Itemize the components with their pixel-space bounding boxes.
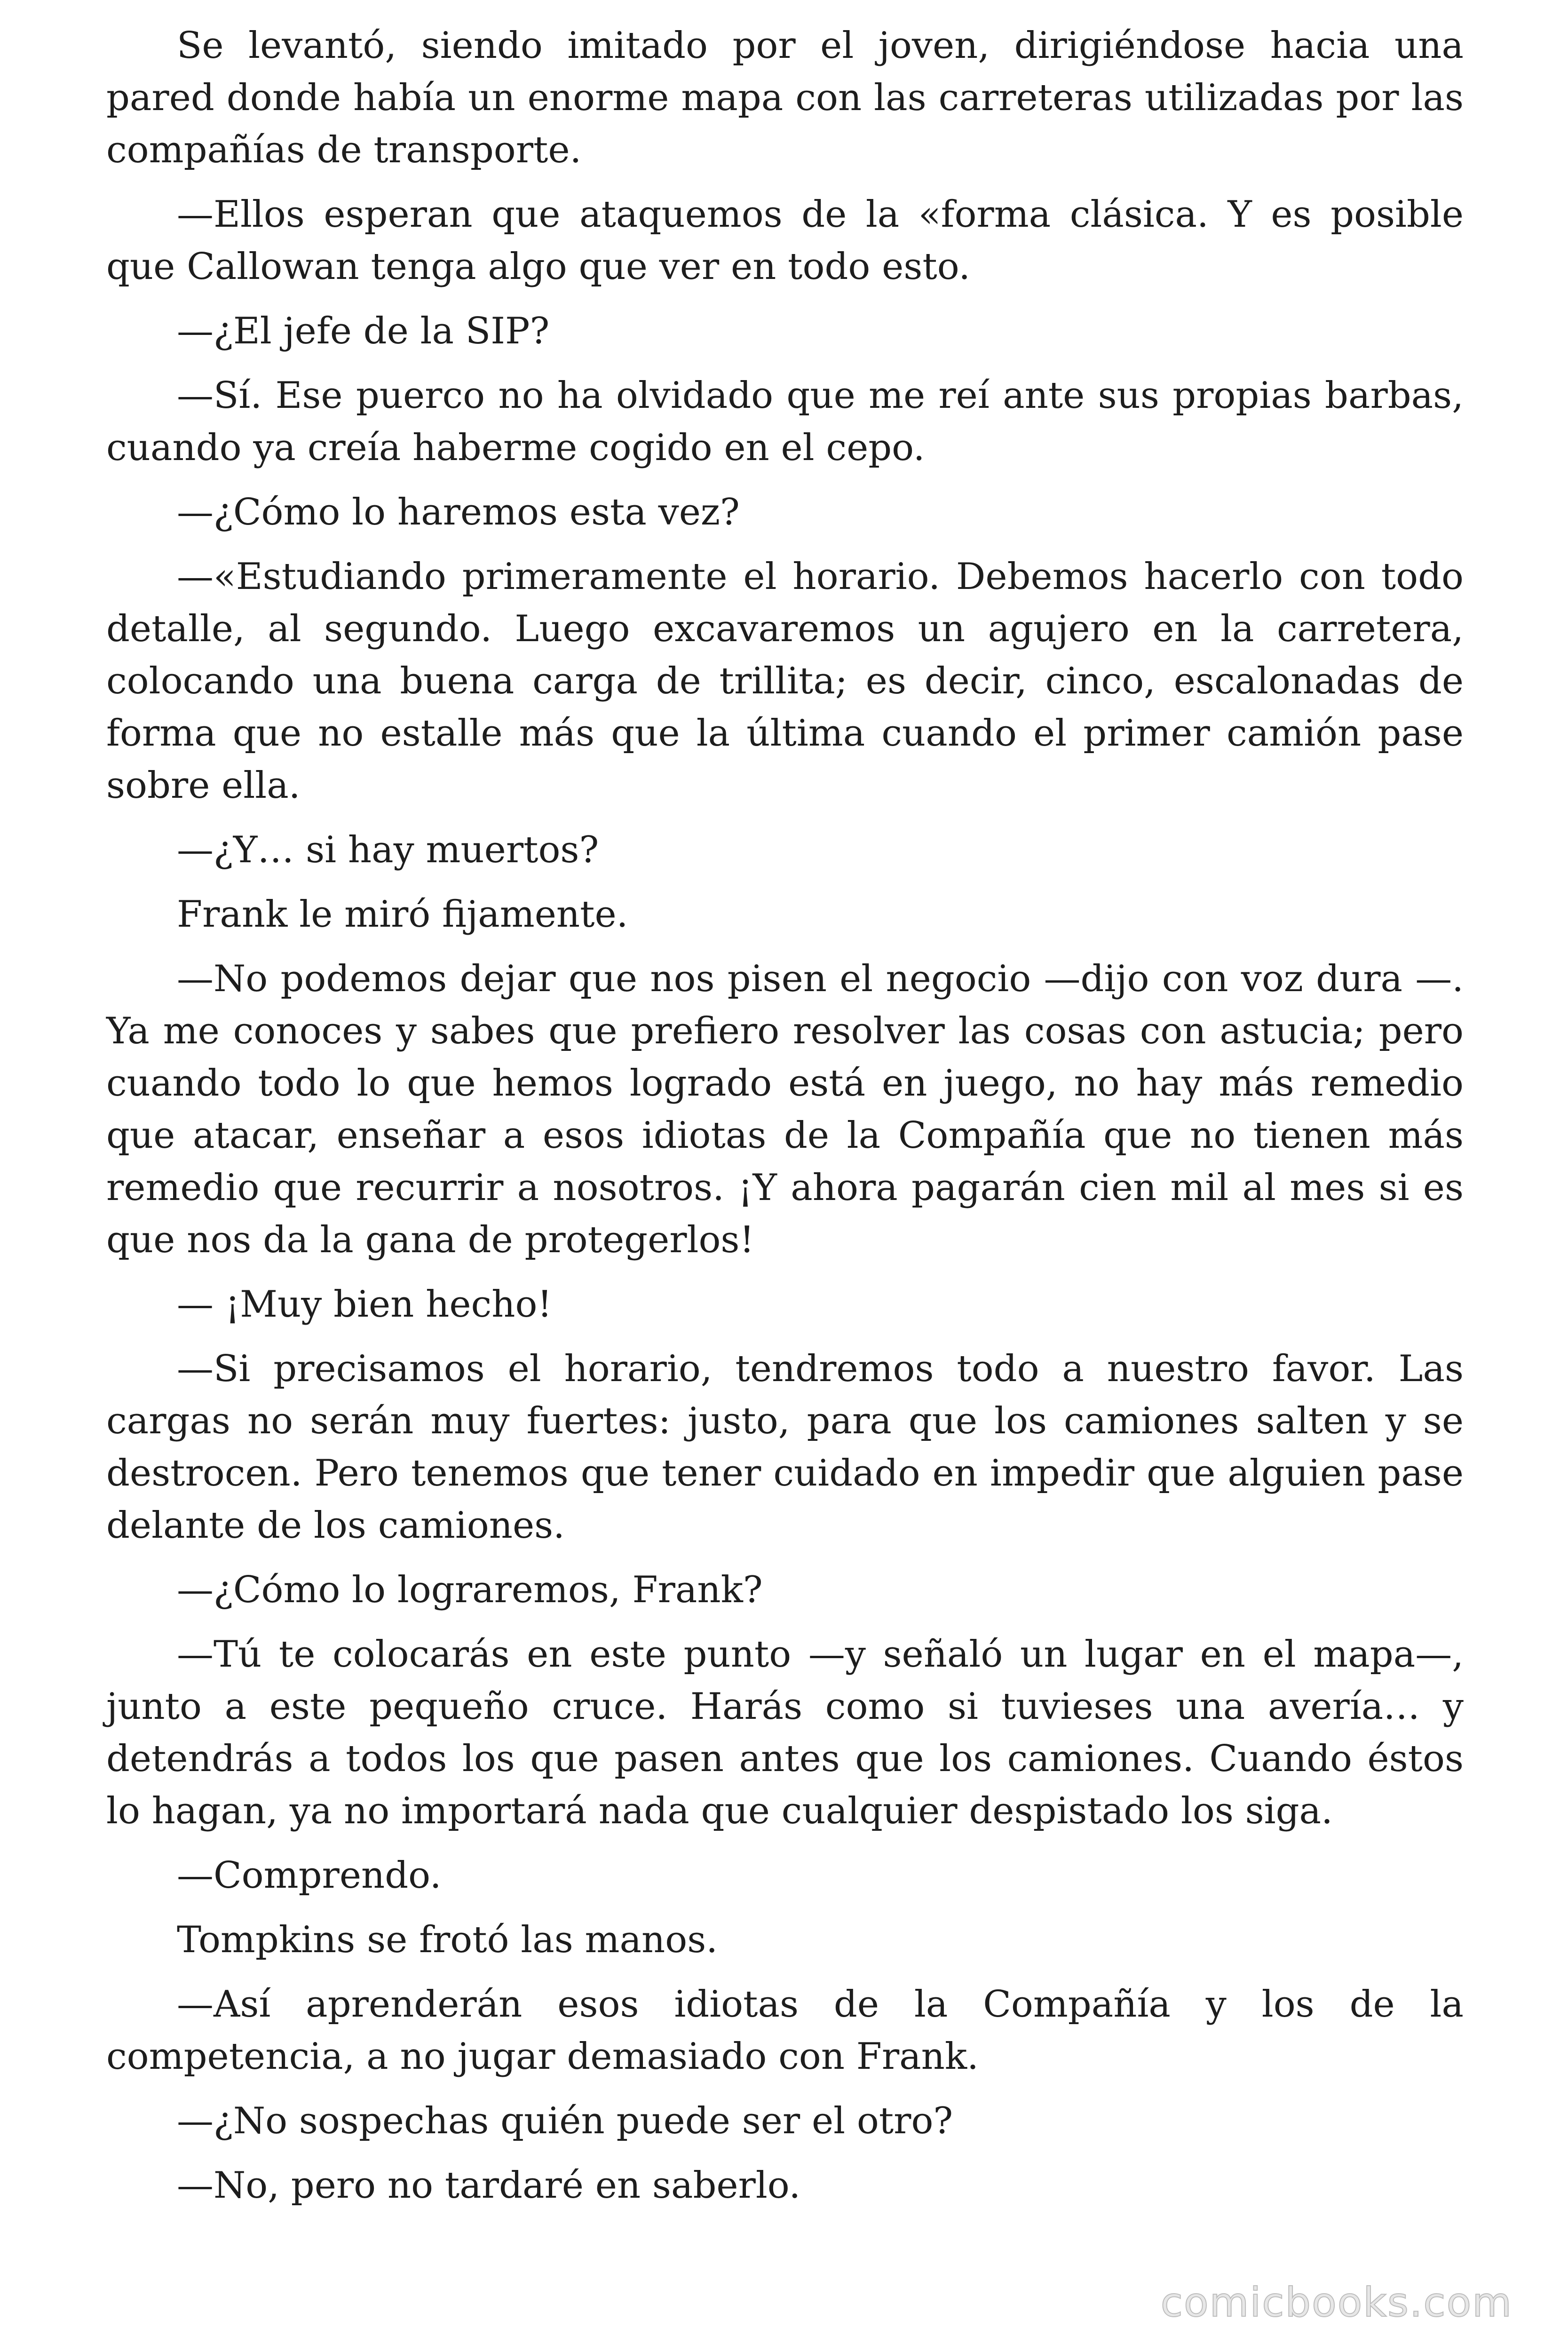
paragraph: —¿El jefe de la SIP?	[177, 310, 550, 352]
paragraph: —Comprendo.	[177, 1854, 442, 1897]
paragraph: —No, pero no tardaré en saberlo.	[177, 2164, 801, 2207]
body-text	[106, 20, 1464, 2212]
watermark: comicbooks.com	[1160, 2279, 1513, 2326]
paragraph: —¿Y… si hay muertos?	[177, 829, 599, 871]
paragraph: — ¡Muy bien hecho!	[177, 1283, 552, 1326]
paragraph: —No podemos dejar que nos pisen el negocio —dijo con voz dura —. Ya me conoces y sabes que prefiero resolver las cosas con astucia; pero cuando todo lo que hemos logrado está en juego, no hay más remedio que atacar, enseñar a esos idiotas de la Compañía que no tienen más remedio que recurrir a nosotros. ¡Y ahora pagarán cien mil al mes si es que nos da la gana de protegerlos!	[106, 958, 1464, 1261]
paragraph: —¿No sospechas quién puede ser el otro?	[177, 2100, 953, 2142]
paragraph: —Si precisamos el horario, tendremos todo a nuestro favor. Las cargas no serán muy fuertes: justo, para que los camiones salten y se destrocen. Pero tenemos que tener cuidado en impedir que alguien pase delante de los camiones.	[106, 1348, 1464, 1547]
paragraph: —Así aprenderán esos idiotas de la Compañía y los de la competencia, a no jugar demasiado con Frank.	[106, 1983, 1464, 2078]
paragraph: Frank le miró fijamente.	[177, 893, 628, 936]
paragraph: Se levantó, siendo imitado por el joven, dirigiéndose hacia una pared donde había un enorme mapa con las carreteras utilizadas por las compañías de transporte.	[106, 24, 1464, 171]
paragraph: —Tú te colocarás en este punto —y señaló un lugar en el mapa—, junto a este pequeño cruce. Harás como si tuvieses una avería… y detendrás a todos los que pasen antes que los camiones. Cuando éstos lo hagan, ya no importará nada que cualquier despistado los siga.	[106, 1633, 1464, 1832]
paragraph: —«Estudiando primeramente el horario. Debemos hacerlo con todo detalle, al segundo. Luego excavaremos un agujero en la carretera, colocando una buena carga de trillita; es decir, cinco, escalonadas de forma que no estalle más que la última cuando el primer camión pase sobre ella.	[106, 556, 1464, 807]
paragraph: —Ellos esperan que ataquemos de la «forma clásica. Y es posible que Callowan tenga algo que ver en todo esto.	[106, 193, 1464, 288]
paragraph: —¿Cómo lo lograremos, Frank?	[177, 1569, 763, 1611]
paragraph: —Sí. Ese puerco no ha olvidado que me reí ante sus propias barbas, cuando ya creía haberme cogido en el cepo.	[106, 374, 1464, 469]
paragraph: Tompkins se frotó las manos.	[177, 1919, 718, 1961]
paragraph: —¿Cómo lo haremos esta vez?	[177, 491, 740, 533]
